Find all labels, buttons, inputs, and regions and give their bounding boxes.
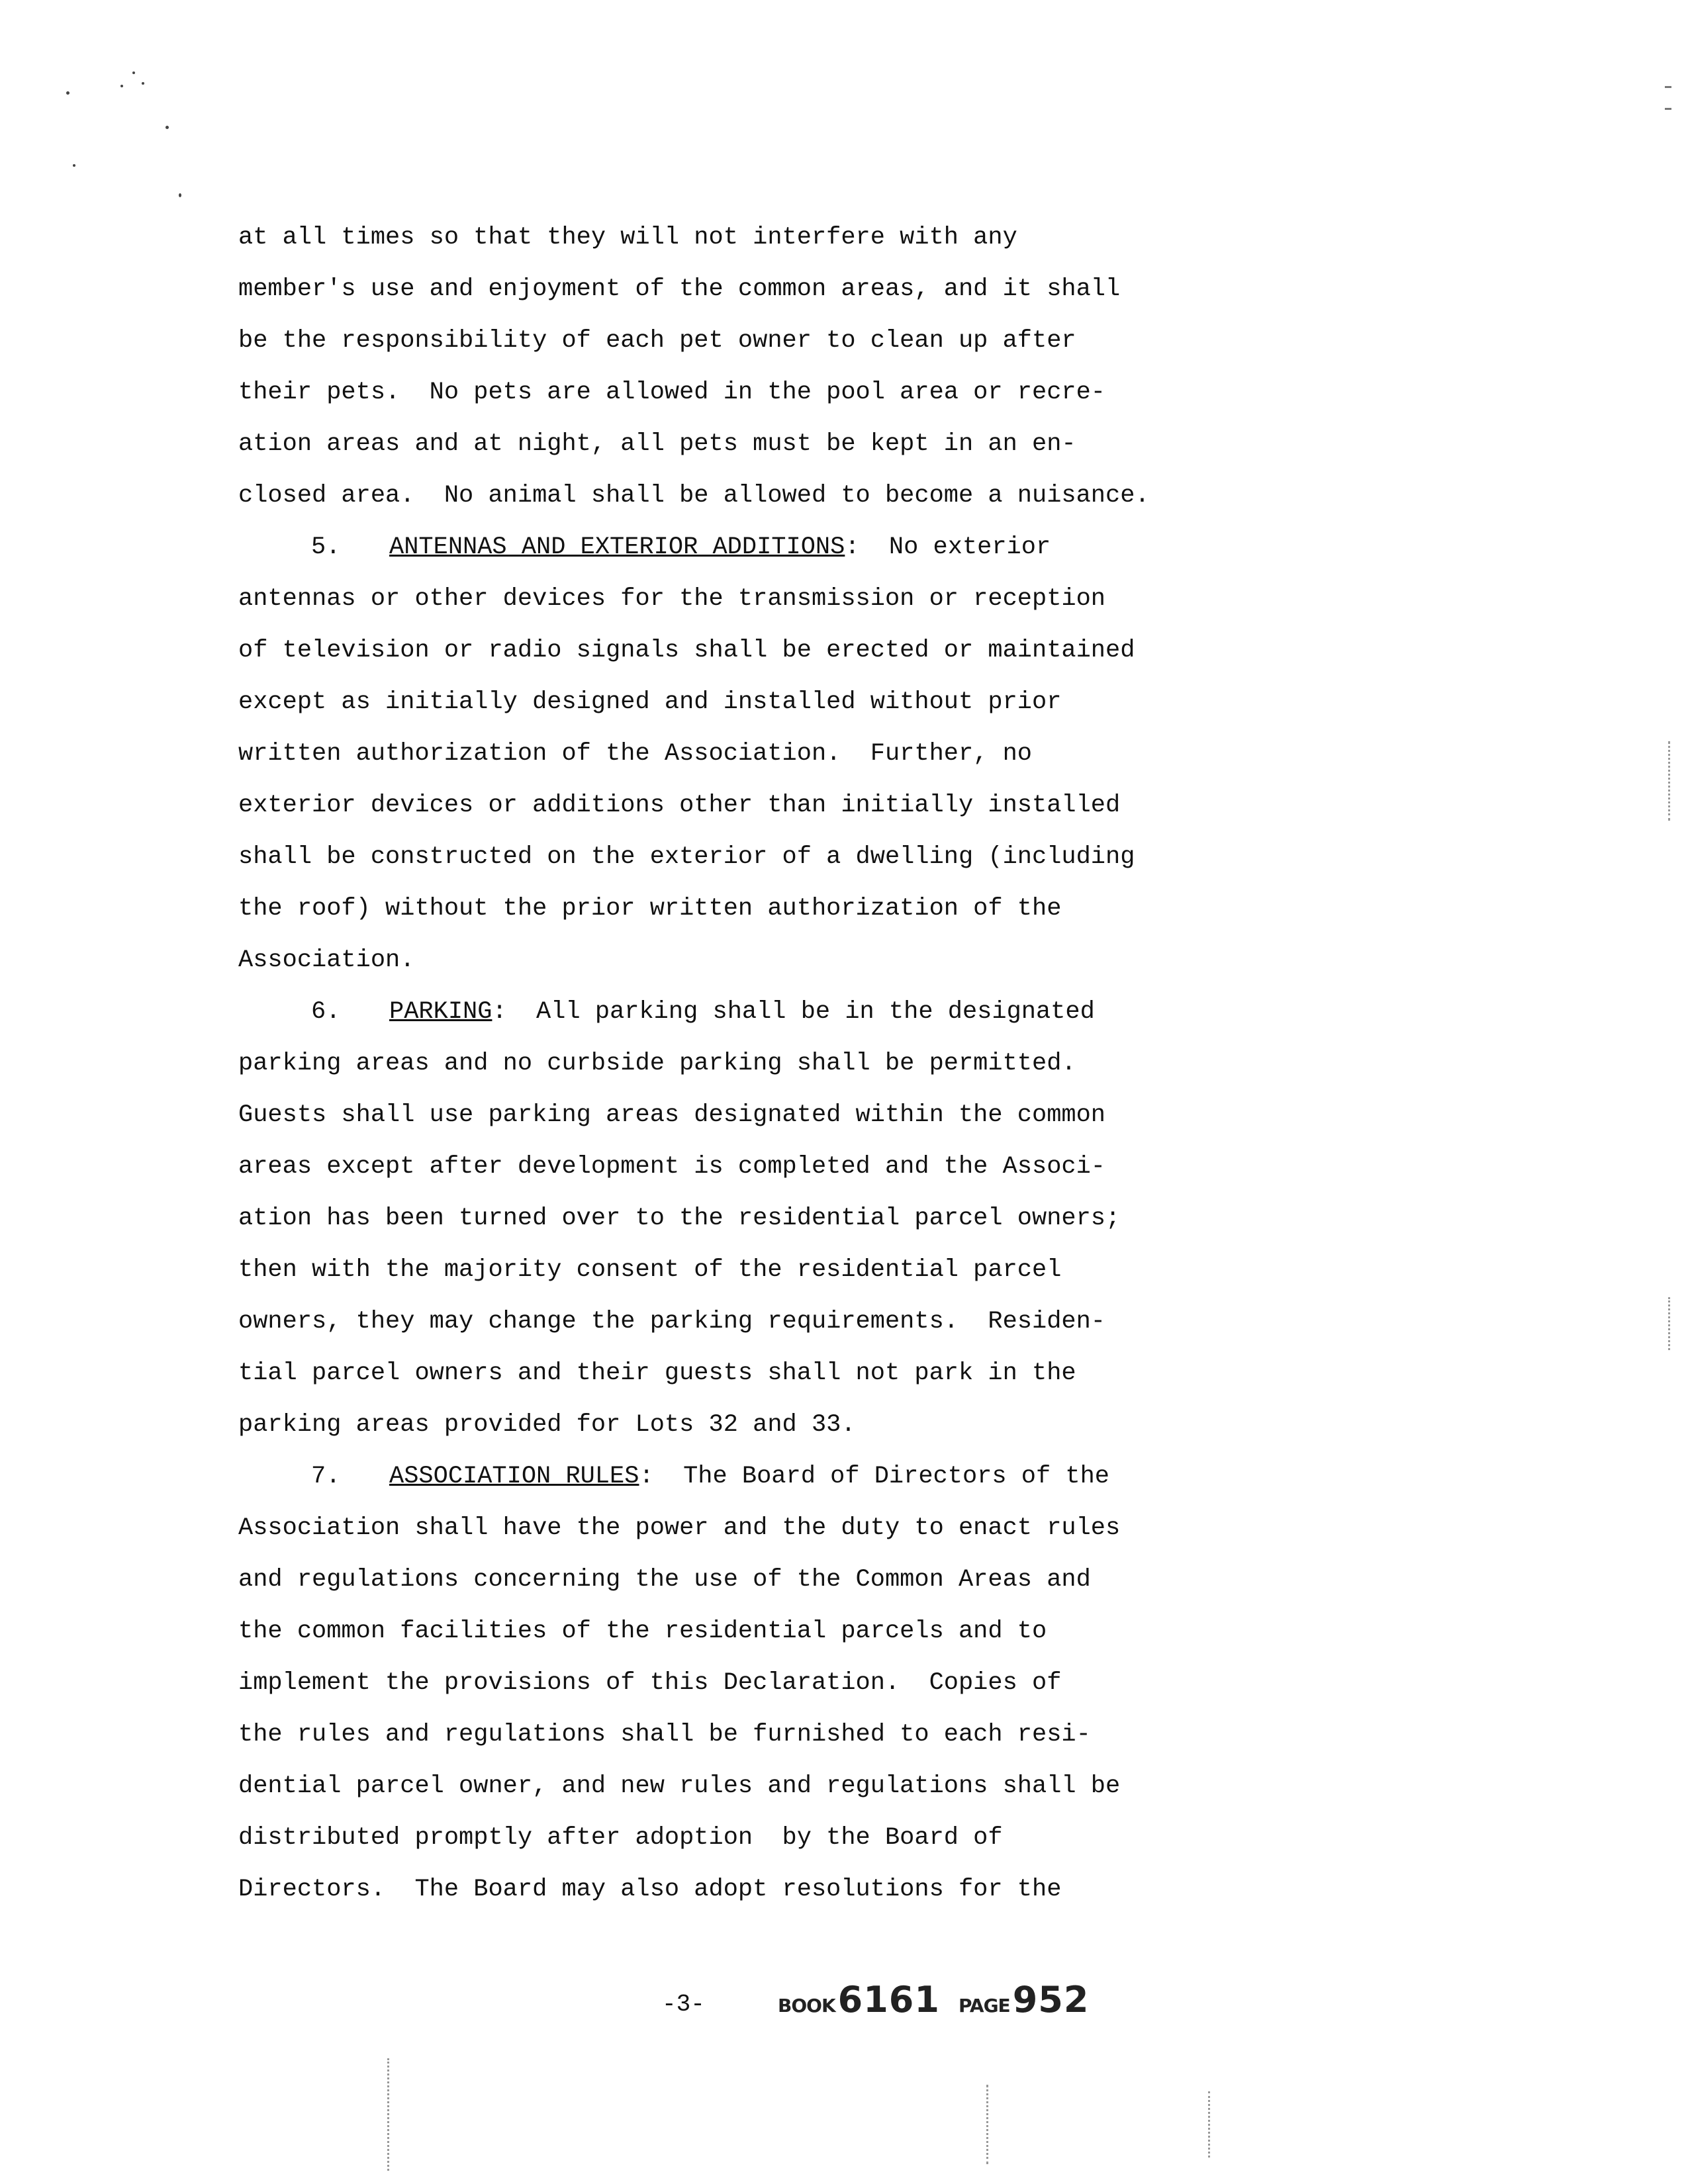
recording-stamp bbox=[778, 1979, 1107, 2038]
scan-speck bbox=[66, 91, 70, 95]
text-line: the common facilities of the residential parcels and to bbox=[238, 1617, 1047, 1645]
text-line: closed area. No animal shall be allowed to become a nuisance. bbox=[238, 482, 1150, 510]
scan-speck bbox=[132, 71, 135, 74]
scan-dots bbox=[1668, 741, 1672, 821]
text-line: and regulations concerning the use of the Common Areas and bbox=[238, 1566, 1091, 1594]
scan-dots bbox=[1208, 2091, 1212, 2158]
scan-dots bbox=[387, 2058, 391, 2171]
text-line: at all times so that they will not interfere with any bbox=[238, 224, 1017, 251]
text-line: the rules and regulations shall be furnished to each resi- bbox=[238, 1721, 1091, 1749]
scan-speck bbox=[179, 193, 181, 197]
page-footer bbox=[0, 1979, 1688, 2038]
section-heading-line bbox=[238, 986, 1258, 1038]
text-line: Association. bbox=[238, 946, 415, 974]
text-line: parking areas and no curbside parking shall be permitted. bbox=[238, 1050, 1076, 1077]
section-heading: ANTENNAS AND EXTERIOR ADDITIONS bbox=[389, 533, 845, 561]
text-line: of television or radio signals shall be erected or maintained bbox=[238, 637, 1135, 664]
text-line: Association shall have the power and the duty to enact rules bbox=[238, 1514, 1121, 1542]
document-body bbox=[238, 212, 1258, 1915]
section-heading: ASSOCIATION RULES bbox=[389, 1463, 639, 1490]
page-stamp-number: 952 bbox=[1012, 1979, 1090, 2021]
text-fragment: : No exterior bbox=[845, 533, 1051, 561]
text-line: distributed promptly after adoption by the Board of bbox=[238, 1824, 1003, 1852]
text-line: ation areas and at night, all pets must be kept in an en- bbox=[238, 430, 1076, 458]
text-line: antennas or other devices for the transmission or reception bbox=[238, 585, 1106, 613]
text-line: shall be constructed on the exterior of a dwelling (including bbox=[238, 843, 1135, 871]
text-line: tial parcel owners and their guests shall not park in the bbox=[238, 1359, 1076, 1387]
text-fragment: : The Board of Directors of the bbox=[639, 1463, 1109, 1490]
page-label: PAGE bbox=[958, 1995, 1010, 2017]
text-line: exterior devices or additions other than initially installed bbox=[238, 792, 1121, 819]
text-line: dential parcel owner, and new rules and regulations shall be bbox=[238, 1772, 1121, 1800]
section-heading: PARKING bbox=[389, 998, 492, 1026]
book-label: BOOK bbox=[778, 1995, 835, 2017]
text-line: ation has been turned over to the residential parcel owners; bbox=[238, 1205, 1121, 1232]
text-line: the roof) without the prior written authorization of the bbox=[238, 895, 1062, 923]
scan-dots bbox=[986, 2085, 990, 2164]
section-number: 5. bbox=[311, 533, 341, 561]
scan-speck bbox=[73, 164, 75, 167]
scan-speck bbox=[120, 85, 123, 87]
section-heading-line bbox=[238, 1451, 1258, 1502]
scan-speck bbox=[165, 126, 169, 129]
section-number: 7. bbox=[311, 1463, 341, 1490]
text-fragment: : All parking shall be in the designated bbox=[492, 998, 1095, 1026]
scan-dots bbox=[1668, 1297, 1672, 1350]
section-number: 6. bbox=[311, 998, 341, 1026]
text-line: their pets. No pets are allowed in the pool area or recre- bbox=[238, 379, 1106, 406]
text-line: areas except after development is completed and the Associ- bbox=[238, 1153, 1106, 1181]
text-line: then with the majority consent of the residential parcel bbox=[238, 1256, 1062, 1284]
text-line: Guests shall use parking areas designated within the common bbox=[238, 1101, 1106, 1129]
scan-speck bbox=[142, 82, 144, 85]
text-line: owners, they may change the parking requirements. Residen- bbox=[238, 1308, 1106, 1336]
text-line: except as initially designed and installed without prior bbox=[238, 688, 1062, 716]
text-line: Directors. The Board may also adopt resolutions for the bbox=[238, 1876, 1062, 1903]
page-number: -3- bbox=[662, 1991, 705, 2018]
text-line: member's use and enjoyment of the common areas, and it shall bbox=[238, 275, 1121, 303]
text-line: parking areas provided for Lots 32 and 33. bbox=[238, 1411, 856, 1439]
book-number: 6161 bbox=[837, 1979, 940, 2021]
section-heading-line bbox=[238, 522, 1258, 573]
text-line: be the responsibility of each pet owner to clean up after bbox=[238, 327, 1076, 355]
text-line: written authorization of the Association. Further, no bbox=[238, 740, 1032, 768]
text-line: implement the provisions of this Declaration. Copies of bbox=[238, 1669, 1062, 1697]
scan-edge-mark bbox=[1665, 86, 1671, 110]
